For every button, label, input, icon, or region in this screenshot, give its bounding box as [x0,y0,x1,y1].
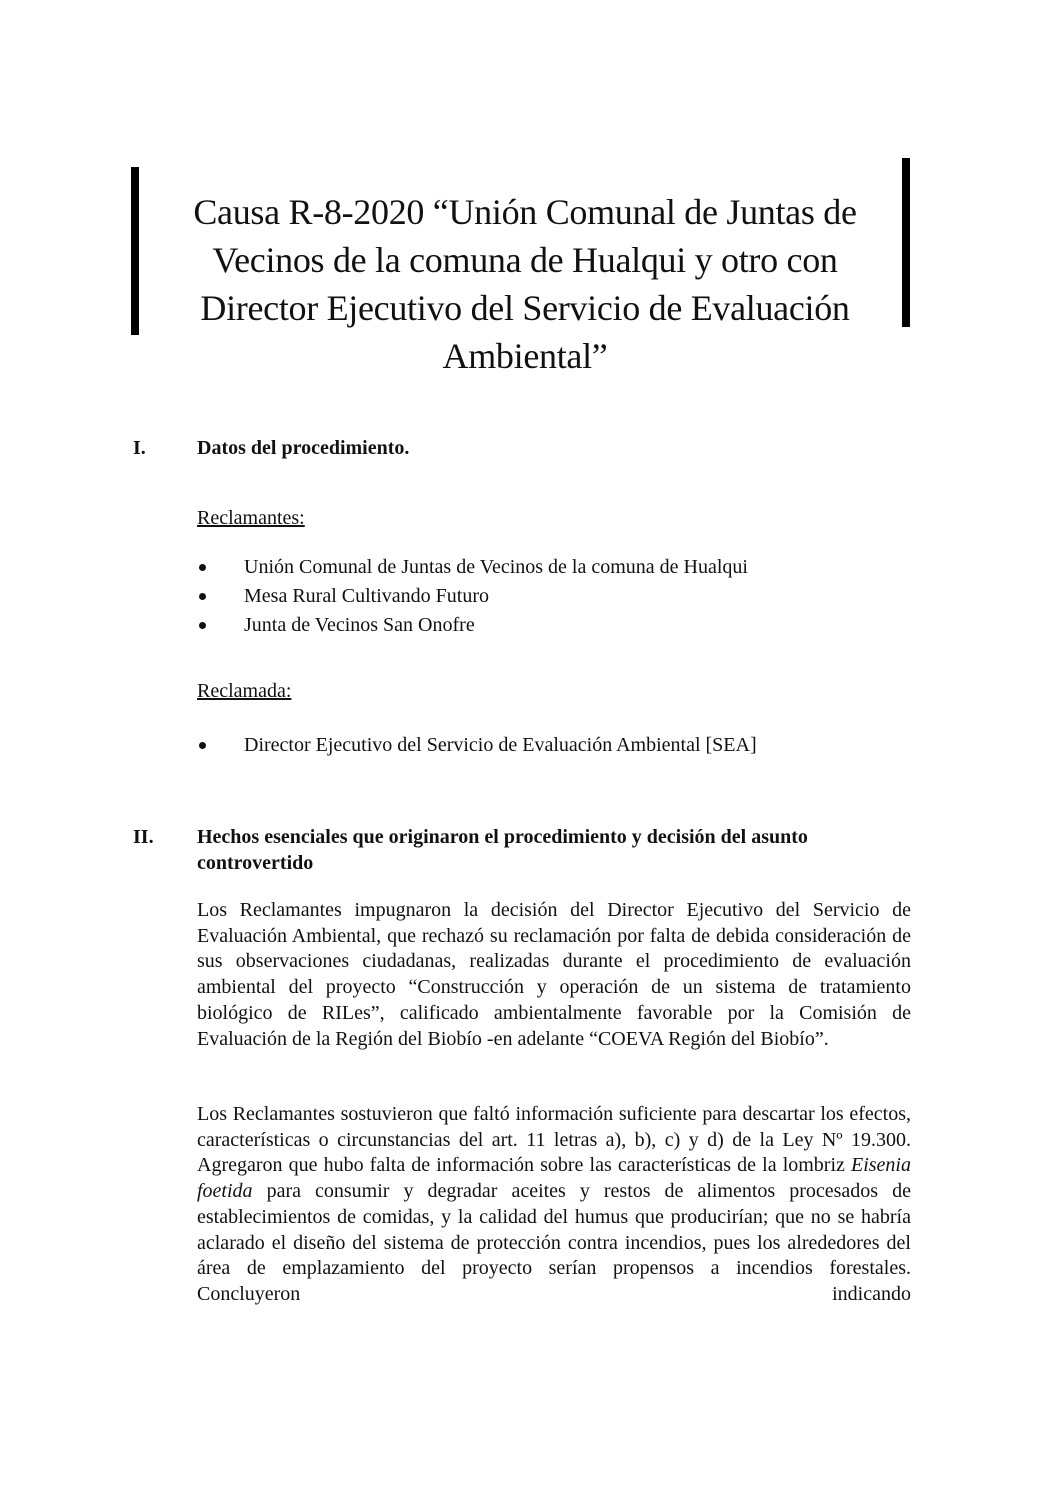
bullet-icon [199,742,206,749]
paragraph-2-text-a: Los Reclamantes sostuvieron que faltó información suficiente para descartar los efectos, características o circunstancias del art. 11 letras a), b), c) y d) de la Ley Nº 19.300. Agregaron que hubo falta de información sobre las características de la lombriz [197,1103,911,1177]
species-name: Eisenia foetida [197,1154,911,1203]
section-2-number: II. [133,826,154,848]
bullet-icon [199,564,206,571]
reclamada-name: Director Ejecutivo del Servicio de Evaluación Ambiental [SEA] [244,734,757,756]
reclamante-name: Junta de Vecinos San Onofre [244,614,475,636]
paragraph-2-text-b: para consumir y degradar aceites y restos de alimentos procesados de establecimientos de comidas, y la calidad del humus que producirían; que no se habría aclarado el diseño del sistema de protección contra incendios, pues los alrededores del área de emplazamiento del proyecto serían propensos a incendios forestales. Concluyeron indicando [197,1180,911,1305]
reclamada-list [197,731,757,760]
reclamantes-list [197,553,748,640]
list-item [197,731,757,760]
reclamante-name: Mesa Rural Cultivando Futuro [244,585,489,607]
list-item [197,611,748,640]
section-1-heading: Datos del procedimiento. [197,437,410,459]
paragraph-1: Los Reclamantes impugnaron la decisión del Director Ejecutivo del Servicio de Evaluación Ambiental, que rechazó su reclamación por falta de debida consideración de sus observaciones ciudadanas, realizadas durante el procedimiento de evaluación ambiental del proyecto “Construcción y operación de un sistema de tratamiento biológico de RILes”, calificado ambientalmente favorable por la Comisión de Evaluación de la Región del Biobío -en adelante “COEVA Región del Biobío”. [197,899,911,1050]
section-2-heading: Hechos esenciales que originaron el procedimiento y decisión del asunto controvertido [197,826,808,874]
list-item [197,553,748,582]
bullet-icon [199,593,206,600]
section-1-number: I. [133,437,146,459]
reclamada-label: Reclamada: [197,680,292,702]
reclamante-name: Unión Comunal de Juntas de Vecinos de la comuna de Hualqui [244,556,748,578]
document-title: Causa R-8-2020 “Unión Comunal de Juntas de Vecinos de la comuna de Hualqui y otro con Director Ejecutivo del Servicio de Evaluación Ambiental” [193,192,857,376]
reclamantes-label: Reclamantes: [197,507,305,529]
bullet-icon [199,622,206,629]
list-item [197,582,748,611]
title-right-rule [902,158,910,327]
title-left-rule [131,167,139,335]
paragraph-2 [197,1102,911,1308]
